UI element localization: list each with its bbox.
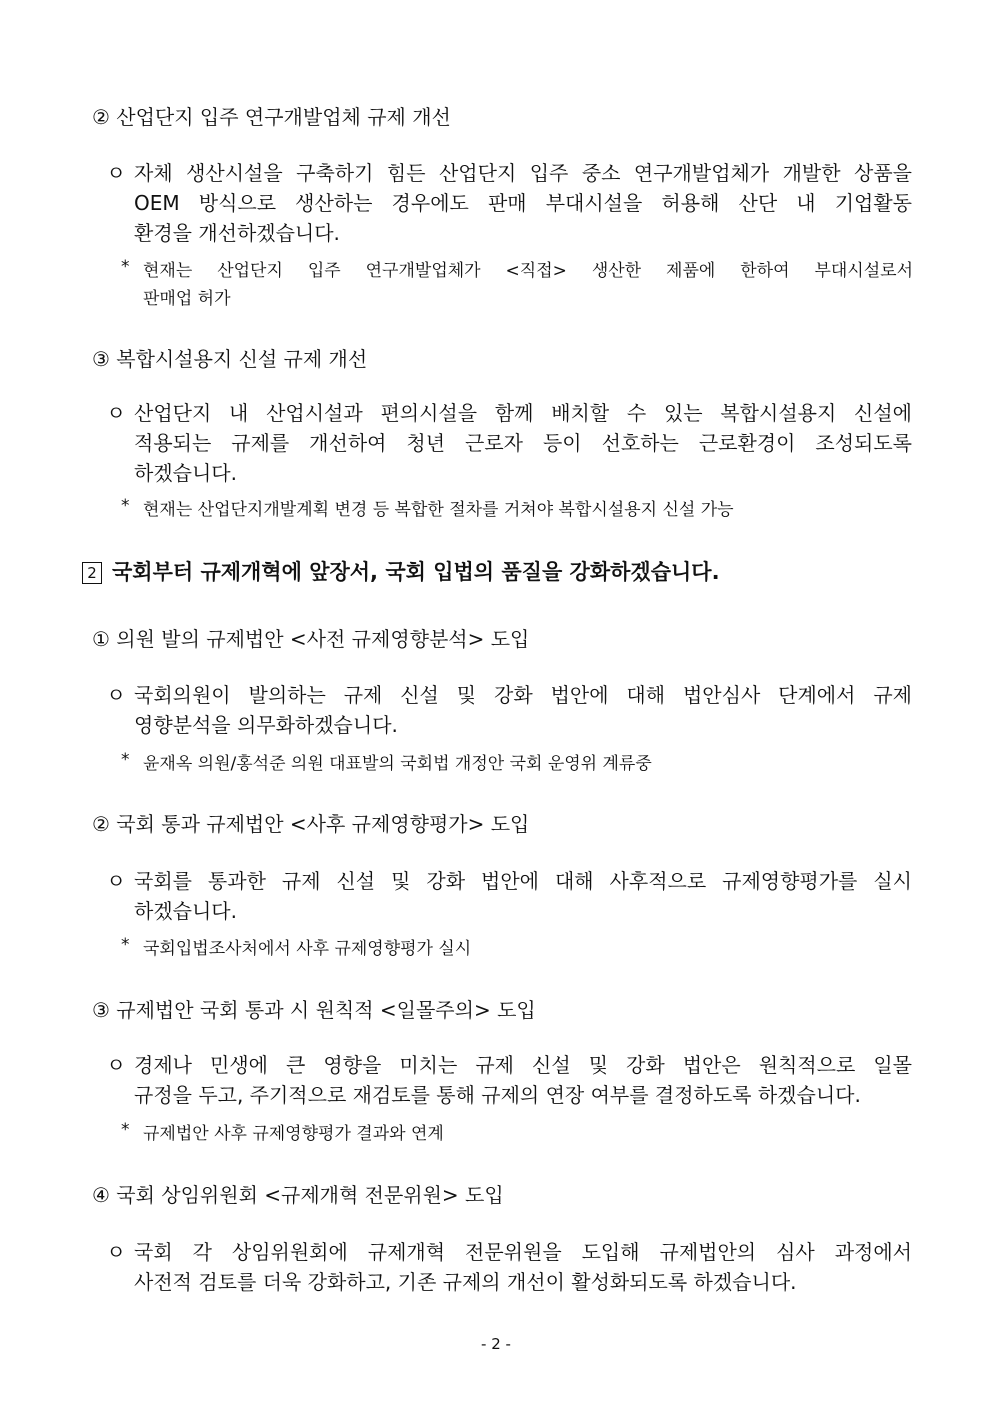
bullet-text-line: 자체 생산시설을 구축하기 힘든 산업단지 입주 중소 연구개발업체가 개발한 상품을 xyxy=(134,161,912,185)
note-marker: * xyxy=(121,496,130,516)
subheading: ④ 국회 상임위원회 <규제개혁 전문위원> 도입 xyxy=(92,1183,504,1207)
bullet-text-line: 산업단지 내 산업시설과 편의시설을 함께 배치할 수 있는 복합시설용지 신설에 xyxy=(134,401,912,425)
bullet-text-line: 영향분석을 의무화하겠습니다. xyxy=(134,713,398,737)
page-number: - 2 - xyxy=(481,1335,511,1353)
bullet-marker: ㅇ xyxy=(106,401,126,425)
bullet-text-line: 환경을 개선하겠습니다. xyxy=(134,221,340,245)
bullet-marker: ㅇ xyxy=(106,1053,126,1077)
note-text-line: 판매업 허가 xyxy=(143,289,231,309)
bullet-text-line: 하겠습니다. xyxy=(134,899,237,923)
bullet-text-line: 적용되는 규제를 개선하여 청년 근로자 등이 선호하는 근로환경이 조성되도록 xyxy=(134,431,912,455)
note-marker: * xyxy=(121,257,130,277)
note-marker: * xyxy=(121,935,130,955)
note-text-line: 현재는 산업단지개발계획 변경 등 복합한 절차를 거쳐야 복합시설용지 신설 가능 xyxy=(143,500,734,520)
subheading: ② 국회 통과 규제법안 <사후 규제영향평가> 도입 xyxy=(92,812,530,836)
note-text-line: 규제법안 사후 규제영향평가 결과와 연계 xyxy=(143,1124,444,1144)
bullet-text-line: 규정을 두고, 주기적으로 재검토를 통해 규제의 연장 여부를 결정하도록 하겠습니다. xyxy=(134,1083,861,1107)
bullet-text-line: 하겠습니다. xyxy=(134,461,237,485)
bullet-text-line: 사전적 검토를 더욱 강화하고, 기존 규제의 개선이 활성화되도록 하겠습니다. xyxy=(134,1270,797,1294)
note-text-line: 현재는 산업단지 입주 연구개발업체가 <직접> 생산한 제품에 한하여 부대시설로서 xyxy=(143,261,913,281)
bullet-text-line: 국회 각 상임위원회에 규제개혁 전문위원을 도입해 규제법안의 심사 과정에서 xyxy=(134,1240,912,1264)
bullet-text-line: OEM 방식으로 생산하는 경우에도 판매 부대시설을 허용해 산단 내 기업활동 xyxy=(134,191,912,215)
bullet-marker: ㅇ xyxy=(106,161,126,185)
bullet-marker: ㅇ xyxy=(106,683,126,707)
note-marker: * xyxy=(121,750,130,770)
section-title: 국회부터 규제개혁에 앞장서, 국회 입법의 품질을 강화하겠습니다. xyxy=(112,560,720,584)
bullet-text-line: 국회의원이 발의하는 규제 신설 및 강화 법안에 대해 법안심사 단계에서 규제 xyxy=(134,683,912,707)
section-number-box: 2 xyxy=(82,562,102,584)
subheading: ② 산업단지 입주 연구개발업체 규제 개선 xyxy=(92,105,451,129)
bullet-marker: ㅇ xyxy=(106,869,126,893)
bullet-text-line: 경제나 민생에 큰 영향을 미치는 규제 신설 및 강화 법안은 원칙적으로 일몰 xyxy=(134,1053,912,1077)
bullet-marker: ㅇ xyxy=(106,1240,126,1264)
note-text-line: 윤재옥 의원/홍석준 의원 대표발의 국회법 개정안 국회 운영위 계류중 xyxy=(143,754,652,774)
note-marker: * xyxy=(121,1120,130,1140)
subheading: ③ 규제법안 국회 통과 시 원칙적 <일몰주의> 도입 xyxy=(92,998,536,1022)
subheading: ① 의원 발의 규제법안 <사전 규제영향분석> 도입 xyxy=(92,627,530,651)
subheading: ③ 복합시설용지 신설 규제 개선 xyxy=(92,347,368,371)
note-text-line: 국회입법조사처에서 사후 규제영향평가 실시 xyxy=(143,939,472,959)
section-heading xyxy=(82,556,720,586)
bullet-text-line: 국회를 통과한 규제 신설 및 강화 법안에 대해 사후적으로 규제영향평가를 실시 xyxy=(134,869,912,893)
